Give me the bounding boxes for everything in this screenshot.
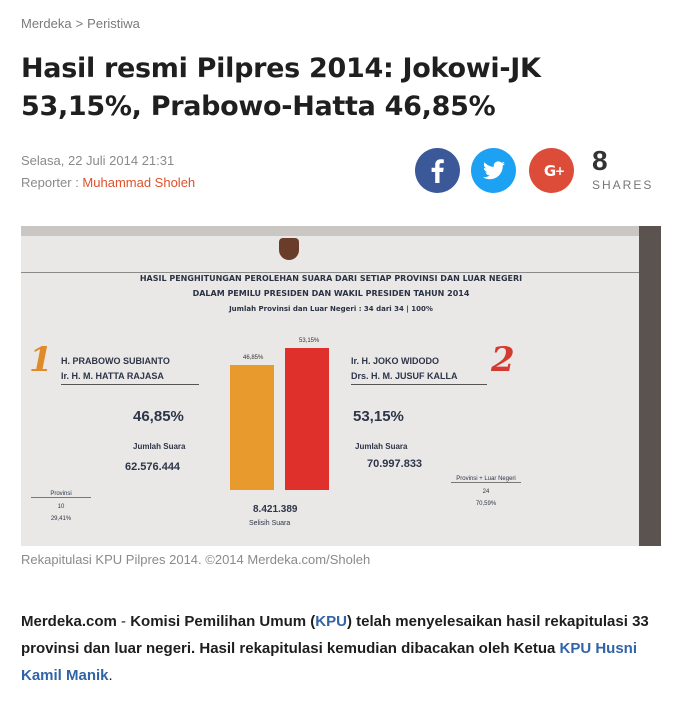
google-plus-icon [529, 148, 574, 193]
candidate1-province-block [31, 491, 91, 522]
vote-difference-label: Selisih Suara [249, 520, 291, 527]
candidate1-number: 1 [29, 340, 53, 380]
photo-frame-edge [639, 226, 661, 546]
photo-header-line1: HASIL PENGHITUNGAN PEROLEHAN SUARA DARI SETIAP PROVINSI DAN LUAR NEGERI [139, 274, 523, 283]
breadcrumb-home-link[interactable]: Merdeka [21, 16, 72, 31]
article-photo [21, 226, 661, 546]
candidate1-province-pct: 29,41% [50, 516, 72, 522]
body-text-2: ) telah menyelesaikan hasil rekapitulasi 33 provinsi dan luar negeri. Hasil rekapitulasi kemudian dibacakan oleh Ketua [21, 613, 649, 657]
candidate2-bar [285, 348, 329, 490]
photo-header-line2: DALAM PEMILU PRESIDEN DAN WAKIL PRESIDEN TAHUN 2014 [192, 289, 470, 298]
breadcrumb [21, 16, 140, 31]
candidate2-province-pct: 70,59% [475, 501, 497, 507]
candidate2-number: 2 [491, 340, 515, 380]
article-date: Selasa, 22 Juli 2014 21:31 [21, 153, 175, 168]
kpu-logo-icon [279, 238, 299, 260]
body-source: Merdeka.com [21, 613, 117, 630]
candidate2-name2: Drs. H. M. JUSUF KALLA [351, 371, 458, 381]
photo-caption: Rekapitulasi KPU Pilpres 2014. ©2014 Merdeka.com/Sholeh [21, 552, 371, 567]
kpu-chairman-link[interactable]: KPU Husni Kamil Manik [21, 640, 638, 684]
candidate1-name2: Ir. H. M. HATTA RAJASA [61, 371, 164, 381]
reporter-label: Reporter : [21, 175, 83, 190]
article-body [21, 608, 661, 689]
candidate1-votes-label: Jumlah Suara [133, 442, 186, 451]
photo-projection-screen [21, 236, 641, 546]
article-title: Hasil resmi Pilpres 2014: Jokowi-JK 53,15%, Prabowo-Hatta 46,85% [21, 53, 541, 122]
candidate2-votes-label: Jumlah Suara [355, 442, 408, 451]
breadcrumb-separator: > [75, 16, 84, 31]
candidate1-names [61, 354, 199, 385]
facebook-icon [415, 148, 460, 193]
candidate2-province-label: Provinsi + Luar Negeri [451, 476, 521, 483]
svg-text:G: G [543, 162, 557, 180]
candidate1-bar-label: 46,85% [243, 355, 264, 361]
svg-text:+: + [554, 164, 566, 178]
body-text-1: Komisi Pemilihan Umum ( [130, 613, 316, 630]
candidate2-bar-label: 53,15% [299, 338, 320, 344]
article-meta [21, 150, 195, 194]
candidate1-bar [230, 365, 274, 490]
twitter-share-button[interactable] [471, 148, 516, 193]
candidate2-votes: 70.997.833 [367, 458, 423, 470]
article-reporter [21, 172, 195, 194]
candidate1-province-count: 10 [57, 504, 65, 510]
share-count [592, 146, 653, 192]
kpu-link[interactable]: KPU [315, 613, 347, 630]
photo-header-rule [21, 272, 641, 273]
candidate1-name1: H. PRABOWO SUBIANTO [61, 356, 170, 366]
body-text-3: . [108, 667, 113, 684]
candidate1-votes: 62.576.444 [125, 461, 181, 473]
vote-difference: 8.421.389 [253, 504, 298, 515]
reporter-name-link[interactable]: Muhammad Sholeh [82, 175, 196, 190]
candidate2-province-block [451, 476, 521, 507]
candidate2-province-count: 24 [482, 489, 490, 495]
candidate1-percent: 46,85% [133, 408, 184, 425]
candidate2-name1: Ir. H. JOKO WIDODO [351, 356, 440, 366]
twitter-icon [471, 148, 516, 193]
googleplus-share-button[interactable] [529, 148, 574, 193]
share-count-label: SHARES [592, 178, 654, 192]
breadcrumb-section-link[interactable]: Peristiwa [87, 16, 140, 31]
candidate2-names [351, 354, 487, 385]
candidate2-percent: 53,15% [353, 408, 404, 425]
body-dash: - [116, 613, 131, 630]
candidate1-province-label: Provinsi [31, 491, 91, 498]
facebook-share-button[interactable] [415, 148, 460, 193]
share-count-number: 8 [592, 145, 608, 176]
photo-header-line3: Jumlah Provinsi dan Luar Negeri : 34 dari 34 | 100% [229, 305, 433, 313]
